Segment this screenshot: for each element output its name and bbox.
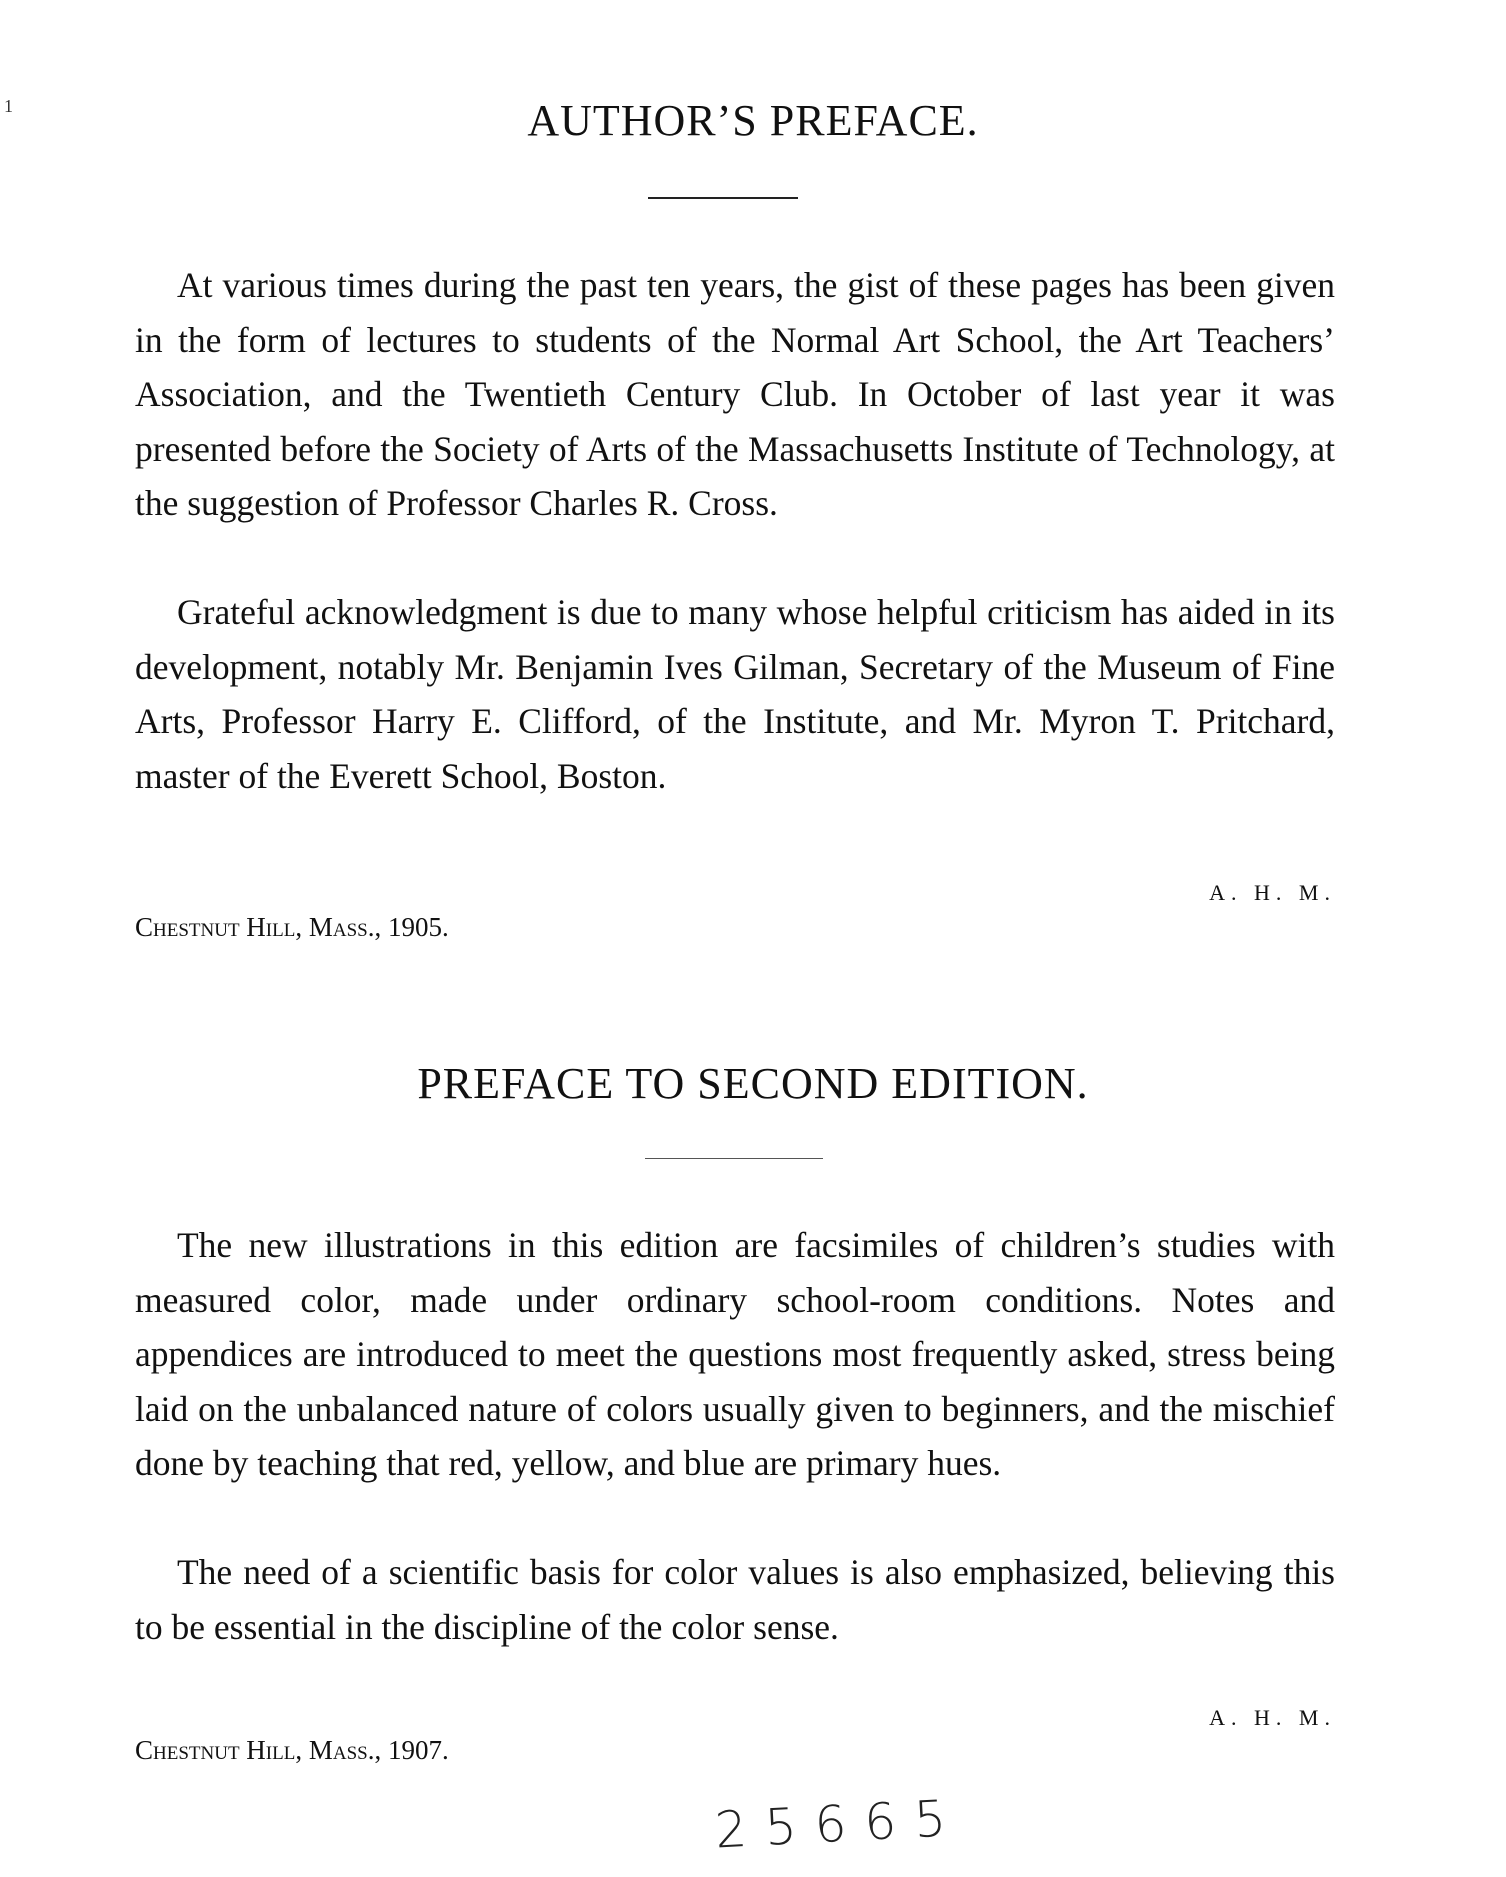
heading-rule xyxy=(645,1158,823,1159)
second-edition-paragraph-2: The need of a scientific basis for color values is also emphasized, believing this to be essential in the discipline of the color sense. xyxy=(135,1552,1335,1647)
place-name: Chestnut Hill, Mass., xyxy=(135,912,382,942)
authors-preface-signature: A. H. M. xyxy=(1209,880,1336,905)
year: 1907. xyxy=(387,1735,449,1765)
authors-preface-paragraph-2: Grateful acknowledgment is due to many whose helpful criticism has aided in its development, notably Mr. Benjamin Ives Gilman, Secretary of the Museum of Fine Arts, Professor Harry E. Clifford, of the Institute, and Mr. Myron T. Pritchard, master of the Everett School, Boston. xyxy=(135,592,1335,796)
place-name: Chestnut Hill, Mass., xyxy=(135,1735,382,1765)
second-edition-place-date xyxy=(135,1735,449,1766)
second-edition-signature: A. H. M. xyxy=(1209,1705,1336,1730)
margin-mark: 1 xyxy=(4,96,13,116)
authors-preface-heading: AUTHOR’S PREFACE. xyxy=(527,96,979,145)
second-edition-heading: PREFACE TO SECOND EDITION. xyxy=(417,1059,1089,1108)
second-edition-paragraph-1: The new illustrations in this edition are facsimiles of children’s studies with measured color, made under ordinary school-room conditions. Notes and appendices are introduced to meet the questions most frequently asked, stress being laid on the unbalanced nature of colors usually given to beginners, and the mischief done by teaching that red, yellow, and blue are primary hues. xyxy=(135,1225,1335,1483)
authors-preface-place-date xyxy=(135,912,449,943)
heading-rule xyxy=(648,197,798,199)
handwritten-accession-number: 25665 xyxy=(713,1788,966,1860)
year: 1905. xyxy=(387,912,449,942)
authors-preface-paragraph-1: At various times during the past ten years, the gist of these pages has been given in the form of lectures to students of the Normal Art School, the Art Teachers’ Association, and the Twentieth Century Club. In October of last year it was presented before the Society of Arts of the Massachusetts Institute of Technology, at the suggestion of Professor Charles R. Cross. xyxy=(135,265,1335,523)
